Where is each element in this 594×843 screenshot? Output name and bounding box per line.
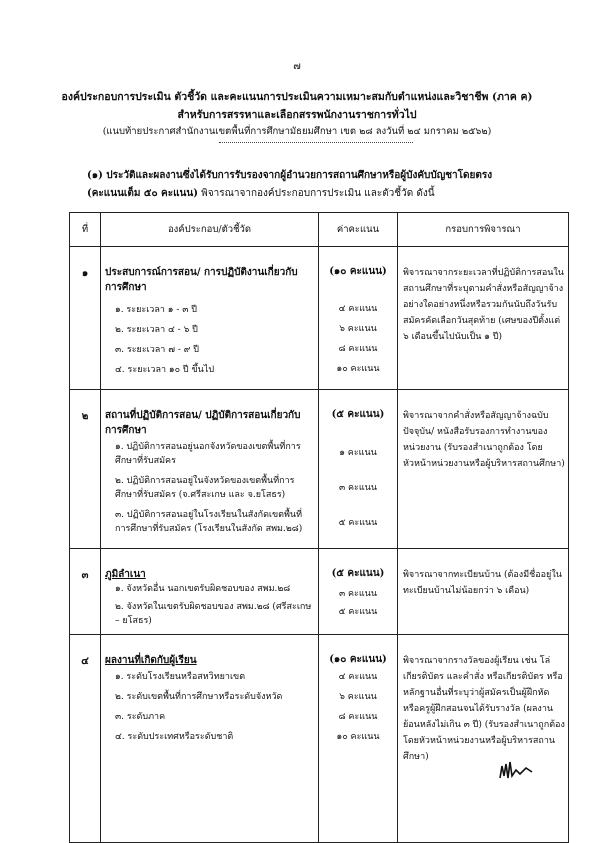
criteria-item: ๑. ปฏิบัติการสอนอยู่นอกจังหวัดของเขตพื้นที่การศึกษาที่รับสมัคร	[115, 442, 301, 466]
criteria-item: ๒. จังหวัดในเขตรับผิดชอบของ สพม.๒๘ (ศรีสะเกษ – ยโสธร)	[115, 602, 312, 626]
header-framework: กรอบการพิจารณา	[398, 213, 569, 247]
row-number: ๓	[70, 549, 101, 635]
framework-cell: พิจารณาจากรางวัลของผู้เรียน เช่น โล่ เกียรติบัตร และคำสั่ง หรือเกียรติบัตร หรือหลักฐานอื่นที่ระบุว่าผู้สมัครเป็นผู้ฝึกหัดหรือครูผู้ฝึกสอนจนได้รับรางวัล (ผลงานย้อนหลังไม่เกิน ๓ ปี) (รับรองสำเนาถูกต้อง โดยหัวหน้าหน่วยงานหรือผู้บริหารสถานศึกษา)	[398, 635, 569, 843]
row-number: ๔	[70, 635, 101, 843]
framework-cell: พิจารณาจากคำสั่งหรือสัญญาจ้างฉบับปัจจุบัน/ หนังสือรับรองการทำงานของหน่วยงาน (รับรองสำเนาถูกต้อง โดยหัวหน้าหน่วยงานหรือผู้บริหารสถานศึกษา)	[398, 390, 569, 549]
section-score: (คะแนนเต็ม ๕๐ คะแนน)	[87, 188, 198, 199]
criteria-heading: ภูมิลำเนา	[105, 569, 146, 580]
criteria-item: ๑. ระยะเวลา ๑ - ๓ ปี	[115, 305, 197, 315]
criteria-cell	[101, 549, 319, 635]
document-subtitle: (แนบท้ายประกาศสำนักงานเขตพื้นที่การศึกษามัธยมศึกษา เขต ๒๘ ลงวันที่ ๒๔ มกราคม ๒๕๖๒)	[102, 126, 492, 137]
criteria-cell	[101, 390, 319, 549]
score-value: ๘ คะแนน	[338, 344, 378, 354]
document-title-line2: สำหรับการสรรหาและเลือกสรรพนักงานราชการทั่วไป	[177, 109, 417, 121]
framework-cell: พิจารณาจากทะเบียนบ้าน (ต้องมีชื่ออยู่ในทะเบียนบ้านไม่น้อยกว่า ๖ เดือน)	[398, 549, 569, 635]
row-number: ๒	[70, 390, 101, 549]
section-description	[87, 186, 547, 201]
score-value: ๑๐ คะแนน	[336, 364, 380, 374]
score-total: (๑๐ คะแนน)	[329, 266, 387, 277]
score-value: ๖ คะแนน	[339, 324, 377, 334]
page-number: ๗	[293, 61, 301, 72]
score-value: ๓ คะแนน	[339, 589, 377, 599]
table-header-row	[70, 213, 569, 247]
score-value: ๓ คะแนน	[339, 483, 377, 493]
score-cell	[319, 247, 398, 390]
criteria-item: ๓. ระยะเวลา ๗ - ๙ ปี	[115, 345, 199, 355]
score-total: (๑๐ คะแนน)	[329, 654, 387, 665]
framework-cell: พิจารณาจากระยะเวลาที่ปฏิบัติการสอนในสถานศึกษาที่ระบุตามคำสั่งหรือสัญญาจ้างอย่างใดอย่างหนึ่งหรือรวมกันนับถึงวันรับสมัครคัดเลือกวันสุดท้าย (เศษของปีตั้งแต่ ๖ เดือนขึ้นไปนับเป็น ๑ ปี)	[398, 247, 569, 390]
score-value: ๔ คะแนน	[338, 672, 378, 682]
criteria-item: ๑. ระดับโรงเรียนหรือสหวิทยาเขต	[115, 672, 246, 682]
score-total: (๕ คะแนน)	[331, 409, 385, 420]
criteria-item: ๒. ปฏิบัติการสอนอยู่ในจังหวัดของเขตพื้นที่การศึกษาที่รับสมัคร (จ.ศรีสะเกษ และ จ.ยโสธร)	[115, 476, 295, 500]
table-row	[70, 247, 569, 390]
score-cell	[319, 635, 398, 843]
criteria-item: ๓. ปฏิบัติการสอนอยู่ในโรงเรียนในสังกัดเขตพื้นที่การศึกษาที่รับสมัคร (โรงเรียนในสังกัด สพม.๒๘)	[115, 510, 303, 534]
criteria-item: ๓. ระดับภาค	[115, 712, 166, 722]
divider	[219, 142, 413, 143]
table-row	[70, 549, 569, 635]
header-no: ที่	[70, 213, 101, 247]
score-value: ๑๐ คะแนน	[336, 732, 380, 742]
criteria-table	[69, 212, 569, 843]
score-cell	[319, 549, 398, 635]
signature-mark	[496, 756, 536, 786]
document-title: องค์ประกอบการประเมิน ตัวชี้วัด และคะแนนการประเมินความเหมาะสมกับตำแหน่งและวิชาชีพ (ภาค ค)	[61, 91, 533, 103]
score-value: ๔ คะแนน	[338, 304, 378, 314]
section-note: พิจารณาจากองค์ประกอบการประเมิน และตัวชี้วัด ดังนี้	[201, 188, 435, 199]
table-row	[70, 635, 569, 843]
score-value: ๖ คะแนน	[339, 692, 377, 702]
score-value: ๑ คะแนน	[339, 448, 377, 458]
criteria-item: ๒. ระดับเขตพื้นที่การศึกษาหรือระดับจังหวัด	[115, 692, 283, 702]
score-value: ๕ คะแนน	[338, 518, 378, 528]
header-score: ค่าคะแนน	[319, 213, 398, 247]
criteria-item: ๔. ระดับประเทศหรือระดับชาติ	[115, 732, 234, 742]
score-value: ๕ คะแนน	[338, 607, 378, 617]
score-cell	[319, 390, 398, 549]
criteria-item: ๒. ระยะเวลา ๔ - ๖ ปี	[115, 325, 198, 335]
criteria-heading: สถานที่ปฏิบัติการสอน/ ปฏิบัติการสอนเกี่ยวกับการศึกษา	[105, 410, 301, 436]
table-row	[70, 390, 569, 549]
score-total: (๕ คะแนน)	[331, 568, 385, 579]
criteria-item: ๑. จังหวัดอื่น นอกเขตรับผิดชอบของ สพม.๒๘	[115, 584, 291, 594]
criteria-heading: ประสบการณ์การสอน/ การปฏิบัติงานเกี่ยวกับการศึกษา	[105, 267, 298, 293]
header-criteria: องค์ประกอบ/ตัวชี้วัด	[101, 213, 319, 247]
row-number: ๑	[70, 247, 101, 390]
criteria-heading: ผลงานที่เกิดกับผู้เรียน	[105, 655, 197, 666]
criteria-item: ๔. ระยะเวลา ๑๐ ปี ขึ้นไป	[115, 365, 215, 375]
section-title: (๑) ประวัติและผลงานซึ่งได้รับการรับรองจากผู้อำนวยการสถานศึกษาหรือผู้บังคับบัญชาโดยตรง	[87, 170, 493, 181]
criteria-cell	[101, 635, 319, 843]
criteria-cell	[101, 247, 319, 390]
score-value: ๘ คะแนน	[338, 712, 378, 722]
